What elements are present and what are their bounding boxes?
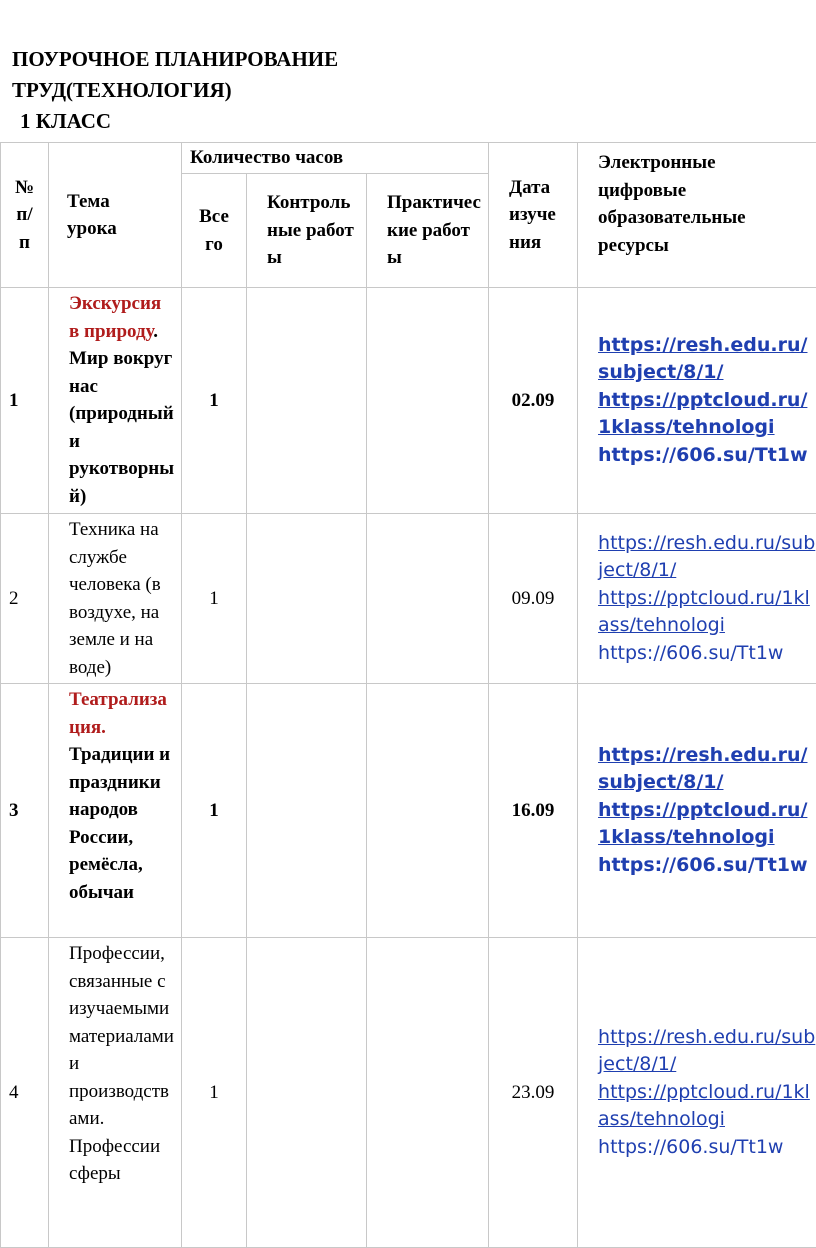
control-works [247, 514, 367, 684]
resources-cell [578, 684, 816, 938]
row-number: 3 [1, 684, 49, 938]
header-practice: Практические работы [367, 174, 489, 288]
practice-works [367, 684, 489, 938]
resource-link-606[interactable]: https://606.su/Tt1w [598, 853, 808, 876]
practice-works [367, 514, 489, 684]
lesson-date: 02.09 [489, 288, 578, 514]
control-works [247, 288, 367, 514]
resource-link-resh[interactable]: https://resh.edu.ru/subject/8/1/ [598, 333, 808, 384]
practice-works [367, 938, 489, 1248]
table-row [1, 684, 816, 938]
resource-link-606[interactable]: https://606.su/Tt1w [598, 1135, 784, 1158]
title-line-1: ПОУРОЧНОЕ ПЛАНИРОВАНИЕ [12, 47, 339, 71]
hours-total: 1 [182, 514, 247, 684]
control-works [247, 684, 367, 938]
resource-link-pptcloud[interactable]: https://pptcloud.ru/1klass/tehnologi [598, 586, 810, 637]
table-row [1, 288, 816, 514]
header-control: Контрольные работы [247, 174, 367, 288]
resource-link-606[interactable]: https://606.su/Tt1w [598, 443, 808, 466]
lesson-date: 23.09 [489, 938, 578, 1248]
header-resources: Электронные цифровые образовательные ресурсы [578, 143, 816, 288]
header-total: Всего [182, 174, 247, 288]
header-date: Дата изучения [489, 143, 578, 288]
table-row [1, 938, 816, 1248]
resource-link-pptcloud[interactable]: https://pptcloud.ru/1klass/tehnologi [598, 388, 808, 439]
title-line-2: ТРУД(ТЕХНОЛОГИЯ) [12, 78, 232, 102]
resources-cell [578, 514, 816, 684]
resource-link-pptcloud[interactable]: https://pptcloud.ru/1klass/tehnologi [598, 798, 808, 849]
lesson-topic: Театрализация. Традиции и праздники народов России, ремёсла, обычаи [49, 684, 182, 938]
row-number: 4 [1, 938, 49, 1248]
header-hours: Количество часов [182, 143, 489, 174]
resources-cell [578, 288, 816, 514]
row-number: 2 [1, 514, 49, 684]
resource-link-606[interactable]: https://606.su/Tt1w [598, 641, 784, 664]
lesson-plan-table [0, 142, 816, 1248]
table-row [1, 514, 816, 684]
practice-works [367, 288, 489, 514]
hours-total: 1 [182, 684, 247, 938]
resource-link-resh[interactable]: https://resh.edu.ru/subject/8/1/ [598, 531, 816, 582]
header-topic: Тема урока [49, 143, 182, 288]
document-title [12, 44, 712, 137]
lesson-topic: Техника на службе человека (в воздухе, на земле и на воде) [49, 514, 182, 684]
header-num: № п/п [1, 143, 49, 288]
row-number: 1 [1, 288, 49, 514]
lesson-date: 09.09 [489, 514, 578, 684]
lesson-date: 16.09 [489, 684, 578, 938]
hours-total: 1 [182, 288, 247, 514]
lesson-topic: Профессии, связанные с изучаемыми материалами и производствами. Профессии сферы [49, 938, 182, 1248]
resources-cell [578, 938, 816, 1248]
resource-link-resh[interactable]: https://resh.edu.ru/subject/8/1/ [598, 743, 808, 794]
resource-link-pptcloud[interactable]: https://pptcloud.ru/1klass/tehnologi [598, 1080, 810, 1131]
resource-link-resh[interactable]: https://resh.edu.ru/subject/8/1/ [598, 1025, 816, 1076]
hours-total: 1 [182, 938, 247, 1248]
lesson-topic: Экскурсия в природу. Мир вокруг нас (природный и рукотворный) [49, 288, 182, 514]
title-line-3: 1 КЛАСС [20, 109, 112, 133]
control-works [247, 938, 367, 1248]
